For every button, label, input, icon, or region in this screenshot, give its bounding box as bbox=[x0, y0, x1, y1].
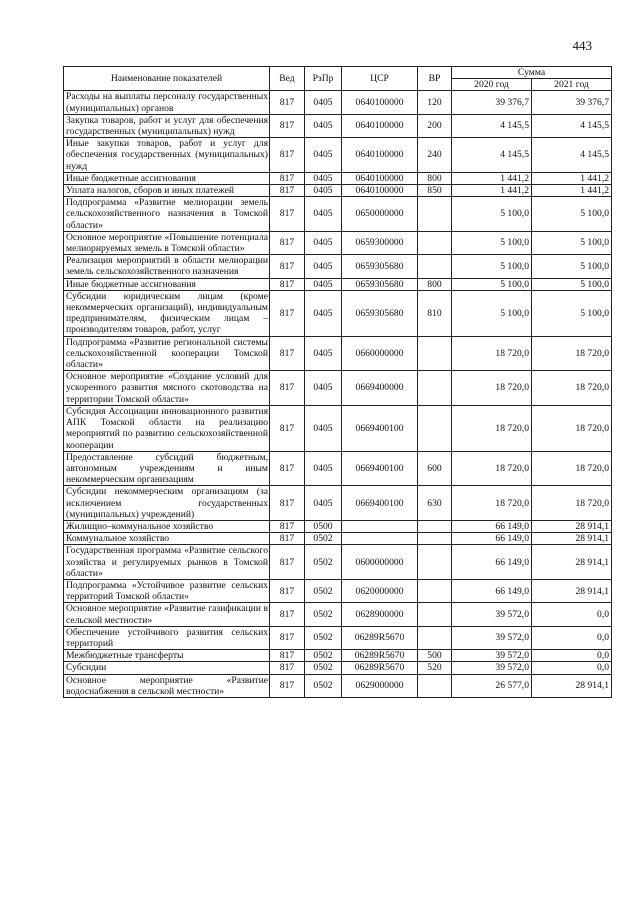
row-name-cell: Коммунальное хозяйство bbox=[64, 533, 270, 545]
row-ved-cell: 817 bbox=[270, 278, 305, 290]
row-2021-cell: 18 720,0 bbox=[532, 486, 612, 521]
row-ved-cell: 817 bbox=[270, 371, 305, 406]
row-csr-cell: 0659305680 bbox=[342, 255, 418, 278]
row-name-cell: Реализация мероприятий в области мелиорации земель сельскохозяйственного назначения bbox=[64, 255, 270, 278]
row-csr-cell bbox=[342, 520, 418, 532]
row-rzpr-cell: 0502 bbox=[305, 533, 342, 545]
table-row bbox=[64, 451, 612, 486]
row-name-cell: Расходы на выплаты персоналу государственных (муниципальных) органов bbox=[64, 91, 270, 114]
row-rzpr-cell: 0502 bbox=[305, 650, 342, 662]
row-rzpr-cell: 0502 bbox=[305, 603, 342, 626]
row-name-cell: Иные бюджетные ассигнования bbox=[64, 172, 270, 184]
row-ved-cell: 817 bbox=[270, 91, 305, 114]
row-name-cell: Субсидии bbox=[64, 662, 270, 674]
row-rzpr-cell: 0405 bbox=[305, 255, 342, 278]
row-ved-cell: 817 bbox=[270, 336, 305, 371]
row-2020-cell: 5 100,0 bbox=[452, 278, 532, 290]
row-2021-cell: 1 441,2 bbox=[532, 172, 612, 184]
row-vr-cell bbox=[418, 336, 452, 371]
row-name-cell: Государственная программа «Развитие сельского хозяйства и регулируемых рынков в Томской области» bbox=[64, 545, 270, 580]
row-csr-cell: 0669400100 bbox=[342, 486, 418, 521]
row-ved-cell: 817 bbox=[270, 172, 305, 184]
row-rzpr-cell: 0405 bbox=[305, 114, 342, 137]
row-2020-cell: 5 100,0 bbox=[452, 290, 532, 336]
header-vr: ВР bbox=[418, 67, 452, 91]
row-rzpr-cell: 0502 bbox=[305, 662, 342, 674]
row-name-cell: Закупка товаров, работ и услуг для обеспечения государственных (муниципальных) нужд bbox=[64, 114, 270, 137]
row-2020-cell: 5 100,0 bbox=[452, 255, 532, 278]
row-2020-cell: 18 720,0 bbox=[452, 405, 532, 451]
row-vr-cell bbox=[418, 626, 452, 649]
row-ved-cell: 817 bbox=[270, 255, 305, 278]
row-2020-cell: 1 441,2 bbox=[452, 185, 532, 197]
row-2021-cell: 0,0 bbox=[532, 650, 612, 662]
row-2020-cell: 26 577,0 bbox=[452, 674, 532, 697]
row-vr-cell: 500 bbox=[418, 650, 452, 662]
row-rzpr-cell: 0405 bbox=[305, 486, 342, 521]
row-rzpr-cell: 0502 bbox=[305, 674, 342, 697]
table-row bbox=[64, 674, 612, 697]
row-name-cell: Иные закупки товаров, работ и услуг для обеспечения государственных (муниципальных) нужд bbox=[64, 138, 270, 173]
table-row bbox=[64, 626, 612, 649]
row-name-cell: Основное мероприятие «Создание условий для ускоренного развития мясного скотоводства на территории Томской области» bbox=[64, 371, 270, 406]
row-csr-cell bbox=[342, 533, 418, 545]
header-rzpr: РзПр bbox=[305, 67, 342, 91]
row-vr-cell bbox=[418, 674, 452, 697]
row-ved-cell: 817 bbox=[270, 486, 305, 521]
row-rzpr-cell: 0502 bbox=[305, 579, 342, 602]
table-row bbox=[64, 278, 612, 290]
row-2020-cell: 18 720,0 bbox=[452, 336, 532, 371]
row-rzpr-cell: 0502 bbox=[305, 545, 342, 580]
row-ved-cell: 817 bbox=[270, 185, 305, 197]
row-ved-cell: 817 bbox=[270, 290, 305, 336]
table-row bbox=[64, 114, 612, 137]
row-vr-cell bbox=[418, 533, 452, 545]
row-name-cell: Иные бюджетные ассигнования bbox=[64, 278, 270, 290]
row-2020-cell: 39 376,7 bbox=[452, 91, 532, 114]
row-ved-cell: 817 bbox=[270, 533, 305, 545]
table-row bbox=[64, 138, 612, 173]
table-row bbox=[64, 255, 612, 278]
row-ved-cell: 817 bbox=[270, 650, 305, 662]
row-2020-cell: 18 720,0 bbox=[452, 371, 532, 406]
row-ved-cell: 817 bbox=[270, 626, 305, 649]
row-csr-cell: 0629000000 bbox=[342, 674, 418, 697]
row-name-cell: Уплата налогов, сборов и иных платежей bbox=[64, 185, 270, 197]
page-number: 443 bbox=[572, 38, 592, 53]
row-csr-cell: 0620000000 bbox=[342, 579, 418, 602]
row-2021-cell: 28 914,1 bbox=[532, 533, 612, 545]
row-csr-cell: 0669400000 bbox=[342, 371, 418, 406]
row-vr-cell: 800 bbox=[418, 172, 452, 184]
table-body bbox=[64, 91, 612, 698]
row-csr-cell: 0669400100 bbox=[342, 451, 418, 486]
row-vr-cell: 810 bbox=[418, 290, 452, 336]
row-2021-cell: 0,0 bbox=[532, 662, 612, 674]
row-csr-cell: 06289R5670 bbox=[342, 626, 418, 649]
row-ved-cell: 817 bbox=[270, 520, 305, 532]
row-csr-cell: 0640100000 bbox=[342, 172, 418, 184]
row-2020-cell: 4 145,5 bbox=[452, 114, 532, 137]
row-rzpr-cell: 0405 bbox=[305, 278, 342, 290]
table-row bbox=[64, 91, 612, 114]
table-row bbox=[64, 405, 612, 451]
row-rzpr-cell: 0405 bbox=[305, 197, 342, 232]
row-rzpr-cell: 0405 bbox=[305, 371, 342, 406]
row-ved-cell: 817 bbox=[270, 545, 305, 580]
table-row bbox=[64, 172, 612, 184]
row-ved-cell: 817 bbox=[270, 405, 305, 451]
row-name-cell: Подпрограмма «Развитие региональной системы сельскохозяйственной кооперации Томской области» bbox=[64, 336, 270, 371]
row-ved-cell: 817 bbox=[270, 662, 305, 674]
row-2021-cell: 5 100,0 bbox=[532, 231, 612, 254]
row-2021-cell: 18 720,0 bbox=[532, 371, 612, 406]
row-2021-cell: 28 914,1 bbox=[532, 545, 612, 580]
row-rzpr-cell: 0405 bbox=[305, 290, 342, 336]
row-csr-cell: 0640100000 bbox=[342, 114, 418, 137]
row-vr-cell: 850 bbox=[418, 185, 452, 197]
row-vr-cell: 240 bbox=[418, 138, 452, 173]
row-vr-cell: 520 bbox=[418, 662, 452, 674]
header-ved: Вед bbox=[270, 67, 305, 91]
row-2021-cell: 18 720,0 bbox=[532, 405, 612, 451]
row-vr-cell bbox=[418, 255, 452, 278]
header-sum: Сумма bbox=[452, 67, 612, 79]
table-row bbox=[64, 662, 612, 674]
header-2021: 2021 год bbox=[532, 79, 612, 91]
row-2020-cell: 66 149,0 bbox=[452, 545, 532, 580]
table-header bbox=[64, 67, 612, 91]
row-rzpr-cell: 0405 bbox=[305, 185, 342, 197]
table-row bbox=[64, 650, 612, 662]
row-ved-cell: 817 bbox=[270, 674, 305, 697]
table-row bbox=[64, 533, 612, 545]
table-row bbox=[64, 579, 612, 602]
row-vr-cell: 630 bbox=[418, 486, 452, 521]
row-2021-cell: 0,0 bbox=[532, 626, 612, 649]
row-rzpr-cell: 0405 bbox=[305, 405, 342, 451]
row-2020-cell: 4 145,5 bbox=[452, 138, 532, 173]
row-2020-cell: 39 572,0 bbox=[452, 650, 532, 662]
row-csr-cell: 0640100000 bbox=[342, 185, 418, 197]
table-row bbox=[64, 290, 612, 336]
header-csr: ЦСР bbox=[342, 67, 418, 91]
row-2020-cell: 18 720,0 bbox=[452, 486, 532, 521]
table-row bbox=[64, 520, 612, 532]
row-name-cell: Субсидии некоммерческим организациям (за исключением государственных (муниципальных) учреждений) bbox=[64, 486, 270, 521]
row-2021-cell: 0,0 bbox=[532, 603, 612, 626]
row-2021-cell: 5 100,0 bbox=[532, 197, 612, 232]
row-ved-cell: 817 bbox=[270, 197, 305, 232]
row-ved-cell: 817 bbox=[270, 138, 305, 173]
header-name: Наименование показателей bbox=[64, 67, 270, 91]
table-row bbox=[64, 603, 612, 626]
row-name-cell: Основное мероприятие «Повышение потенциала мелиорируемых земель в Томской области» bbox=[64, 231, 270, 254]
table-row bbox=[64, 371, 612, 406]
row-vr-cell bbox=[418, 231, 452, 254]
row-vr-cell bbox=[418, 520, 452, 532]
table-row bbox=[64, 185, 612, 197]
row-rzpr-cell: 0405 bbox=[305, 451, 342, 486]
row-2021-cell: 5 100,0 bbox=[532, 255, 612, 278]
row-name-cell: Основное мероприятие «Развитие водоснабжения в сельской местности» bbox=[64, 674, 270, 697]
row-name-cell: Субсидии юридическим лицам (кроме некоммерческих организаций), индивидуальным предпринимателям, физическим лицам – производителям товаров, работ, услуг bbox=[64, 290, 270, 336]
row-rzpr-cell: 0405 bbox=[305, 138, 342, 173]
row-2021-cell: 28 914,1 bbox=[532, 579, 612, 602]
row-csr-cell: 0659300000 bbox=[342, 231, 418, 254]
row-vr-cell: 800 bbox=[418, 278, 452, 290]
table-row bbox=[64, 545, 612, 580]
row-name-cell: Межбюджетные трансферты bbox=[64, 650, 270, 662]
table-row bbox=[64, 197, 612, 232]
row-csr-cell: 0659305680 bbox=[342, 290, 418, 336]
row-name-cell: Субсидия Ассоциации инновационного развития АПК Томской области на реализацию мероприятий по развитию сельскохозяйственной кооперации bbox=[64, 405, 270, 451]
row-2021-cell: 5 100,0 bbox=[532, 278, 612, 290]
row-csr-cell: 0628900000 bbox=[342, 603, 418, 626]
row-2021-cell: 18 720,0 bbox=[532, 451, 612, 486]
row-name-cell: Предоставление субсидий бюджетным, автономным учреждениям и иным некоммерческим организациям bbox=[64, 451, 270, 486]
table-row bbox=[64, 336, 612, 371]
row-rzpr-cell: 0405 bbox=[305, 91, 342, 114]
row-ved-cell: 817 bbox=[270, 114, 305, 137]
row-2020-cell: 18 720,0 bbox=[452, 451, 532, 486]
row-vr-cell bbox=[418, 197, 452, 232]
row-ved-cell: 817 bbox=[270, 451, 305, 486]
row-rzpr-cell: 0405 bbox=[305, 172, 342, 184]
row-2021-cell: 39 376,7 bbox=[532, 91, 612, 114]
row-csr-cell: 06289R5670 bbox=[342, 662, 418, 674]
row-vr-cell: 600 bbox=[418, 451, 452, 486]
row-csr-cell: 0660000000 bbox=[342, 336, 418, 371]
row-2021-cell: 5 100,0 bbox=[532, 290, 612, 336]
row-rzpr-cell: 0500 bbox=[305, 520, 342, 532]
row-2021-cell: 28 914,1 bbox=[532, 674, 612, 697]
row-vr-cell bbox=[418, 579, 452, 602]
row-2020-cell: 66 149,0 bbox=[452, 520, 532, 532]
row-2021-cell: 4 145,5 bbox=[532, 138, 612, 173]
row-csr-cell: 0640100000 bbox=[342, 91, 418, 114]
table-row bbox=[64, 231, 612, 254]
row-rzpr-cell: 0405 bbox=[305, 336, 342, 371]
row-ved-cell: 817 bbox=[270, 603, 305, 626]
budget-table bbox=[63, 66, 612, 698]
row-2021-cell: 1 441,2 bbox=[532, 185, 612, 197]
row-2020-cell: 5 100,0 bbox=[452, 197, 532, 232]
row-2021-cell: 28 914,1 bbox=[532, 520, 612, 532]
row-csr-cell: 0640100000 bbox=[342, 138, 418, 173]
table-row bbox=[64, 486, 612, 521]
row-name-cell: Основное мероприятие «Развитие газификации в сельской местности» bbox=[64, 603, 270, 626]
row-2020-cell: 39 572,0 bbox=[452, 662, 532, 674]
row-csr-cell: 0600000000 bbox=[342, 545, 418, 580]
row-name-cell: Обеспечение устойчивого развития сельских территорий bbox=[64, 626, 270, 649]
row-2021-cell: 4 145,5 bbox=[532, 114, 612, 137]
row-name-cell: Жилищно–коммунальное хозяйство bbox=[64, 520, 270, 532]
row-2020-cell: 66 149,0 bbox=[452, 579, 532, 602]
row-2020-cell: 1 441,2 bbox=[452, 172, 532, 184]
row-csr-cell: 0650000000 bbox=[342, 197, 418, 232]
row-vr-cell: 200 bbox=[418, 114, 452, 137]
row-ved-cell: 817 bbox=[270, 579, 305, 602]
header-2020: 2020 год bbox=[452, 79, 532, 91]
row-2020-cell: 5 100,0 bbox=[452, 231, 532, 254]
row-vr-cell bbox=[418, 603, 452, 626]
row-vr-cell bbox=[418, 371, 452, 406]
row-vr-cell bbox=[418, 405, 452, 451]
row-vr-cell: 120 bbox=[418, 91, 452, 114]
row-rzpr-cell: 0405 bbox=[305, 231, 342, 254]
row-2021-cell: 18 720,0 bbox=[532, 336, 612, 371]
row-name-cell: Подпрограмма «Устойчивое развитие сельских территорий Томской области» bbox=[64, 579, 270, 602]
row-2020-cell: 39 572,0 bbox=[452, 626, 532, 649]
row-2020-cell: 39 572,0 bbox=[452, 603, 532, 626]
row-name-cell: Подпрограмма «Развитие мелиорации земель сельскохозяйственного назначения в Томской области» bbox=[64, 197, 270, 232]
row-rzpr-cell: 0502 bbox=[305, 626, 342, 649]
row-vr-cell bbox=[418, 545, 452, 580]
row-csr-cell: 0659305680 bbox=[342, 278, 418, 290]
row-ved-cell: 817 bbox=[270, 231, 305, 254]
row-csr-cell: 0669400100 bbox=[342, 405, 418, 451]
row-2020-cell: 66 149,0 bbox=[452, 533, 532, 545]
row-csr-cell: 06289R5670 bbox=[342, 650, 418, 662]
